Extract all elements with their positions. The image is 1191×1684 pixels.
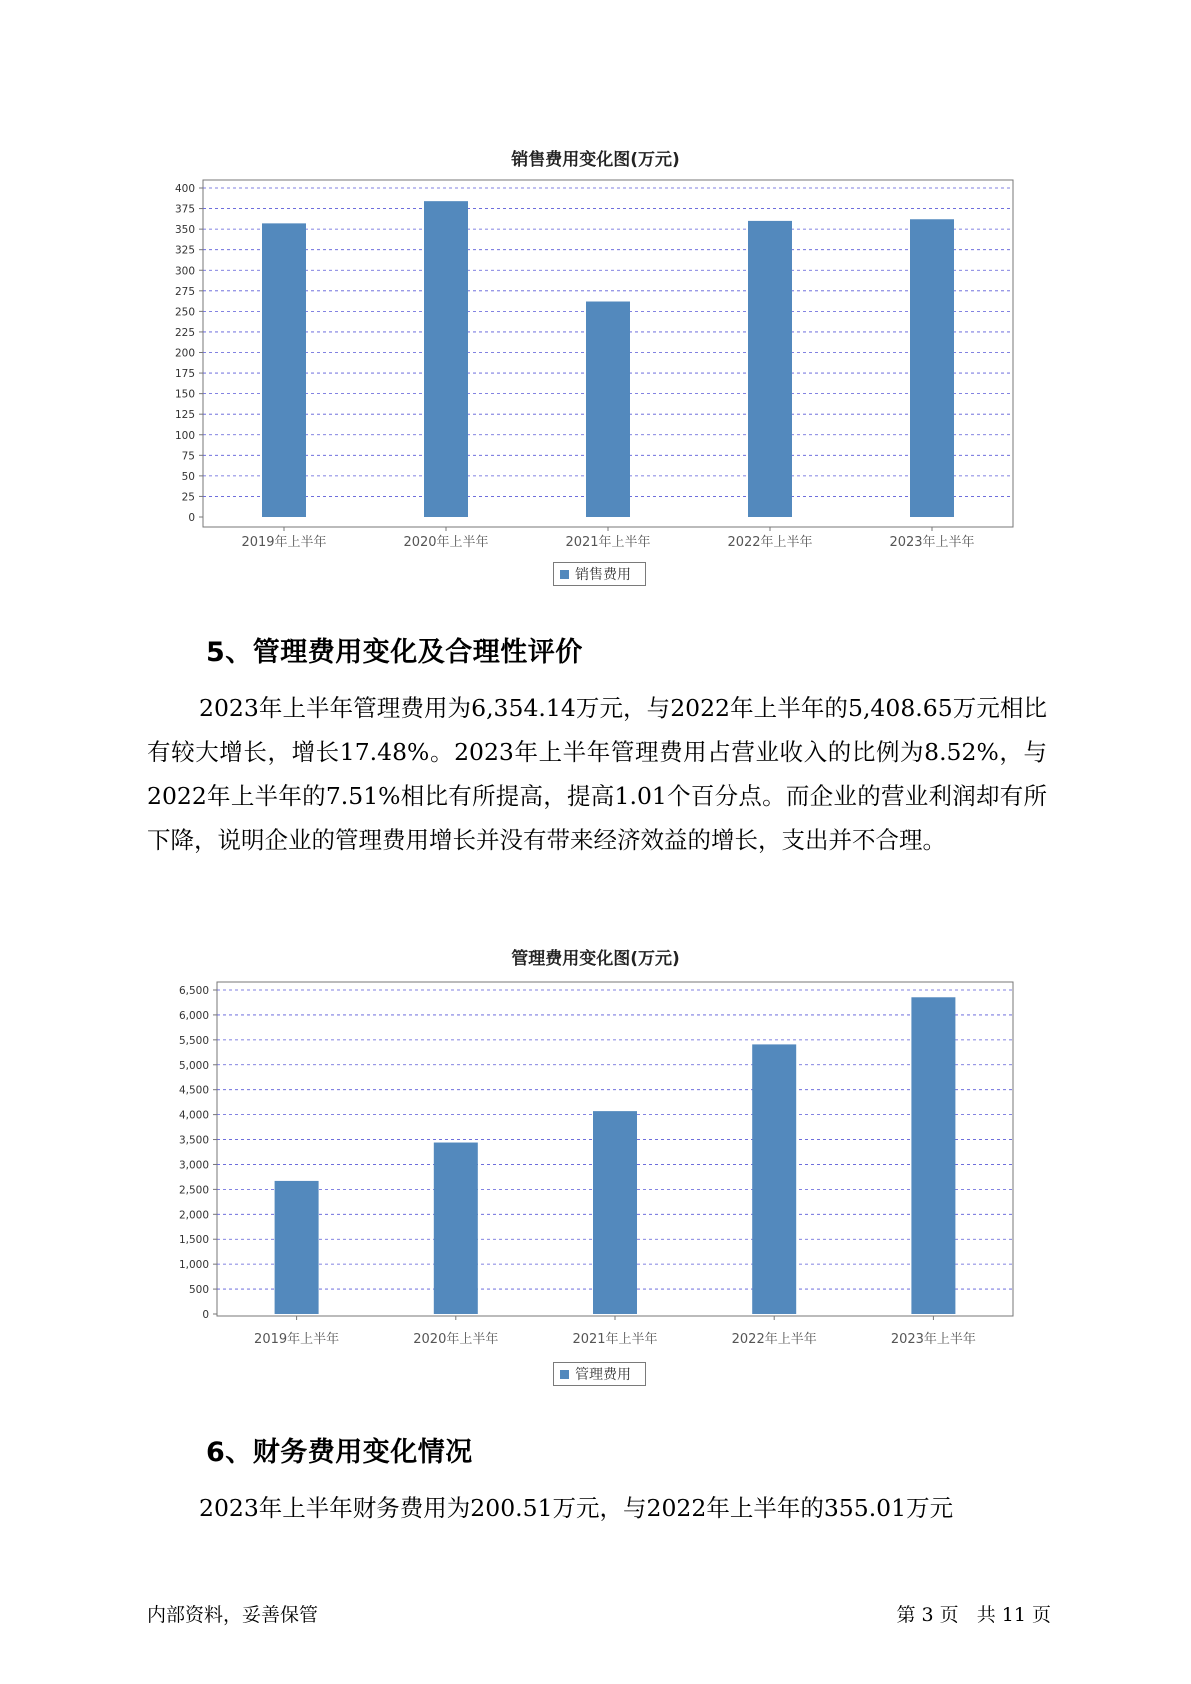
section-5-paragraph: 2023年上半年管理费用为6,354.14万元，与2022年上半年的5,408.65万元相比有较大增长，增长17.48%。2023年上半年管理费用占营业收入的比例为8.52%，与2022年上半年的7.51%相比有所提高，提高1.01个百分点。而企业的营业利润却有所下降，说明企业的管理费用增长并没有带来经济效益的增长，支出并不合理。 <box>147 694 1047 854</box>
y-tick-label: 0 <box>202 1309 209 1321</box>
x-tick-label: 2019年上半年 <box>254 1332 340 1347</box>
admin-chart-title: 管理费用变化图(万元) <box>511 949 680 969</box>
y-tick-label: 225 <box>174 326 195 339</box>
x-tick-label: 2022年上半年 <box>727 535 813 550</box>
y-tick-label: 1,500 <box>178 1234 209 1247</box>
x-tick-label: 2022年上半年 <box>731 1332 817 1347</box>
x-tick-label: 2020年上半年 <box>413 1332 499 1347</box>
bar <box>275 1181 319 1314</box>
y-tick-label: 350 <box>174 224 195 237</box>
y-tick-label: 3,500 <box>178 1134 209 1147</box>
y-tick-label: 50 <box>181 470 195 483</box>
y-tick-label: 2,500 <box>178 1184 209 1197</box>
y-tick-label: 3,000 <box>178 1159 209 1172</box>
y-tick-label: 75 <box>181 450 195 463</box>
y-tick-label: 375 <box>174 203 195 216</box>
x-tick-label: 2019年上半年 <box>241 535 327 550</box>
y-tick-label: 6,000 <box>178 1009 209 1022</box>
section-5-heading: 5、管理费用变化及合理性评价 <box>206 637 583 668</box>
y-tick-label: 1,000 <box>178 1259 209 1272</box>
y-tick-label: 250 <box>174 306 195 319</box>
y-tick-label: 0 <box>188 512 195 524</box>
y-tick-label: 200 <box>174 347 195 360</box>
x-tick-label: 2023年上半年 <box>890 1332 976 1347</box>
y-tick-label: 275 <box>174 285 195 298</box>
x-tick-label: 2021年上半年 <box>572 1332 658 1347</box>
y-tick-label: 300 <box>174 265 195 278</box>
x-tick-label: 2020年上半年 <box>403 535 489 550</box>
y-tick-label: 4,000 <box>178 1109 209 1122</box>
y-tick-label: 100 <box>174 429 195 442</box>
y-tick-label: 4,500 <box>178 1084 209 1097</box>
y-tick-label: 5,500 <box>178 1034 209 1047</box>
sales-legend-label: 销售费用 <box>575 567 631 583</box>
bar <box>752 1044 796 1314</box>
sales-chart-title: 销售费用变化图(万元) <box>511 150 680 170</box>
y-tick-label: 25 <box>181 491 195 504</box>
bar <box>593 1111 637 1314</box>
y-tick-label: 5,000 <box>178 1059 209 1072</box>
y-tick-label: 150 <box>174 388 195 401</box>
y-tick-label: 400 <box>174 183 195 195</box>
footer-left: 内部资料，妥善保管 <box>147 1604 319 1626</box>
x-tick-label: 2023年上半年 <box>889 535 975 550</box>
y-tick-label: 2,000 <box>178 1209 209 1222</box>
y-tick-label: 325 <box>174 244 195 257</box>
y-tick-label: 500 <box>188 1284 209 1297</box>
x-tick-label: 2021年上半年 <box>565 535 651 550</box>
y-tick-label: 6,500 <box>178 985 209 997</box>
footer-page-number: 第 3 页 共 11 页 <box>896 1604 1051 1626</box>
bar <box>434 1143 478 1314</box>
bar <box>911 997 955 1314</box>
admin-legend-label: 管理费用 <box>575 1367 631 1383</box>
y-tick-label: 175 <box>174 368 195 381</box>
section-6-paragraph: 2023年上半年财务费用为200.51万元，与2022年上半年的355.01万元 <box>199 1494 954 1522</box>
admin-chart-legend <box>553 1362 646 1386</box>
section-6-heading: 6、财务费用变化情况 <box>206 1437 473 1468</box>
legend-swatch <box>560 1370 569 1379</box>
y-tick-label: 125 <box>174 409 195 422</box>
